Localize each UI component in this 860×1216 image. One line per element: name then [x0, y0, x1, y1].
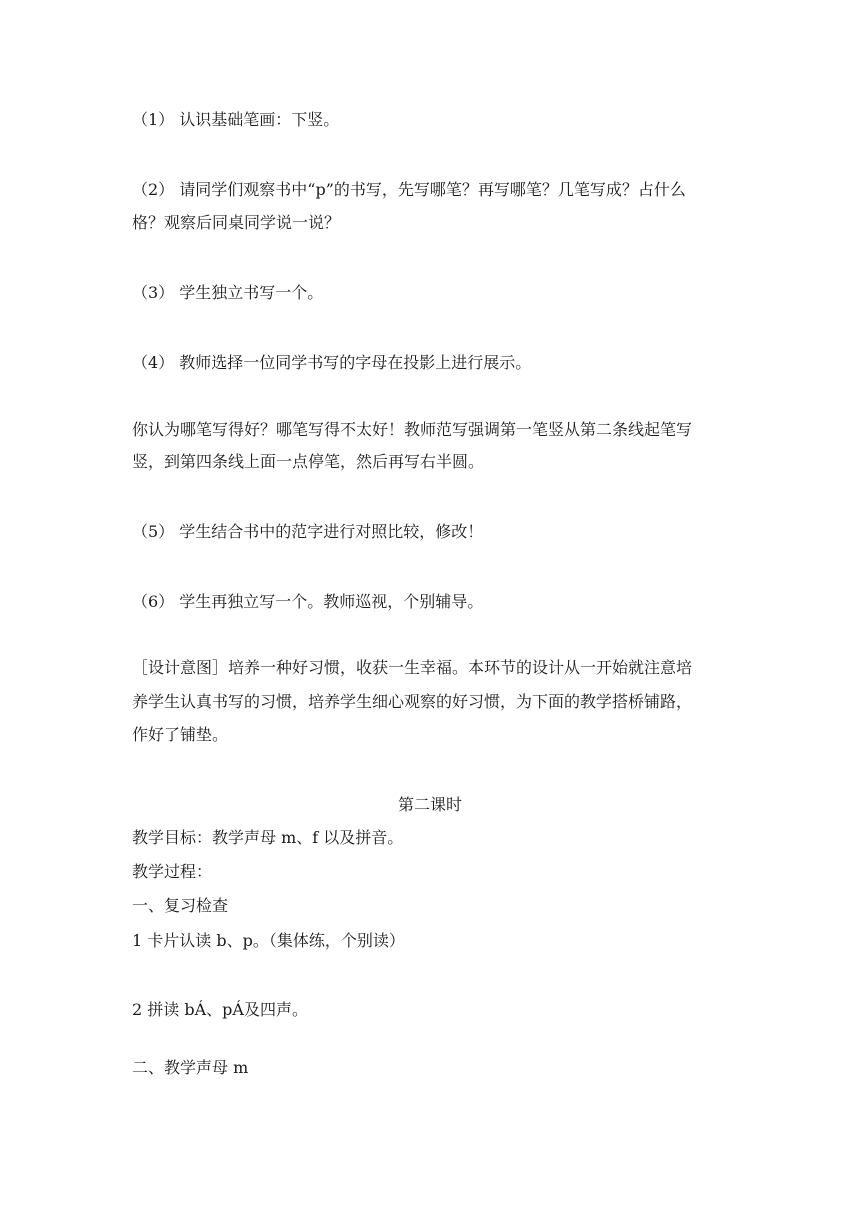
section-review-heading: 一、复习检查 — [132, 896, 229, 915]
step-2-line-2: 格？观察后同桌同学说一说？ — [132, 213, 341, 232]
design-intent-line-2: 养学生认真书写的习惯，培养学生细心观察的好习惯，为下面的教学搭桥铺路， — [132, 692, 693, 711]
section-teach-m-heading: 二、教学声母 m — [132, 1058, 249, 1077]
design-intent-line-3: 作好了铺垫。 — [132, 725, 229, 744]
step-3: （3） 学生独立书写一个。 — [132, 283, 324, 302]
teaching-process-label: 教学过程： — [132, 862, 213, 881]
review-item-2: 2 拼读 bÁ、pÁ及四声。 — [132, 1000, 308, 1019]
step-4-detail-line-1: 你认为哪笔写得好？哪笔写得不太好！教师范写强调第一笔竖从第二条线起笔写 — [132, 420, 693, 439]
design-intent-line-1: ［设计意图］培养一种好习惯，收获一生幸福。本环节的设计从一开始就注意培 — [132, 658, 693, 677]
step-2-line-1: （2） 请同学们观察书中“p”的书写，先写哪笔？再写哪笔？几笔写成？占什么 — [132, 180, 686, 199]
lesson-title: 第二课时 — [397, 795, 462, 814]
step-4: （4） 教师选择一位同学书写的字母在投影上进行展示。 — [132, 353, 532, 372]
step-6: （6） 学生再独立写一个。教师巡视，个别辅导。 — [132, 592, 484, 611]
step-5: （5） 学生结合书中的范字进行对照比较，修改！ — [132, 522, 484, 541]
step-4-detail-line-2: 竖，到第四条线上面一点停笔，然后再写右半圆。 — [132, 452, 485, 471]
review-item-1: 1 卡片认读 b、p。（集体练，个别读） — [132, 931, 405, 950]
step-1: （1） 认识基础笔画：下竖。 — [132, 110, 340, 129]
teaching-goal: 教学目标：教学声母 m、f 以及拼音。 — [132, 828, 404, 847]
